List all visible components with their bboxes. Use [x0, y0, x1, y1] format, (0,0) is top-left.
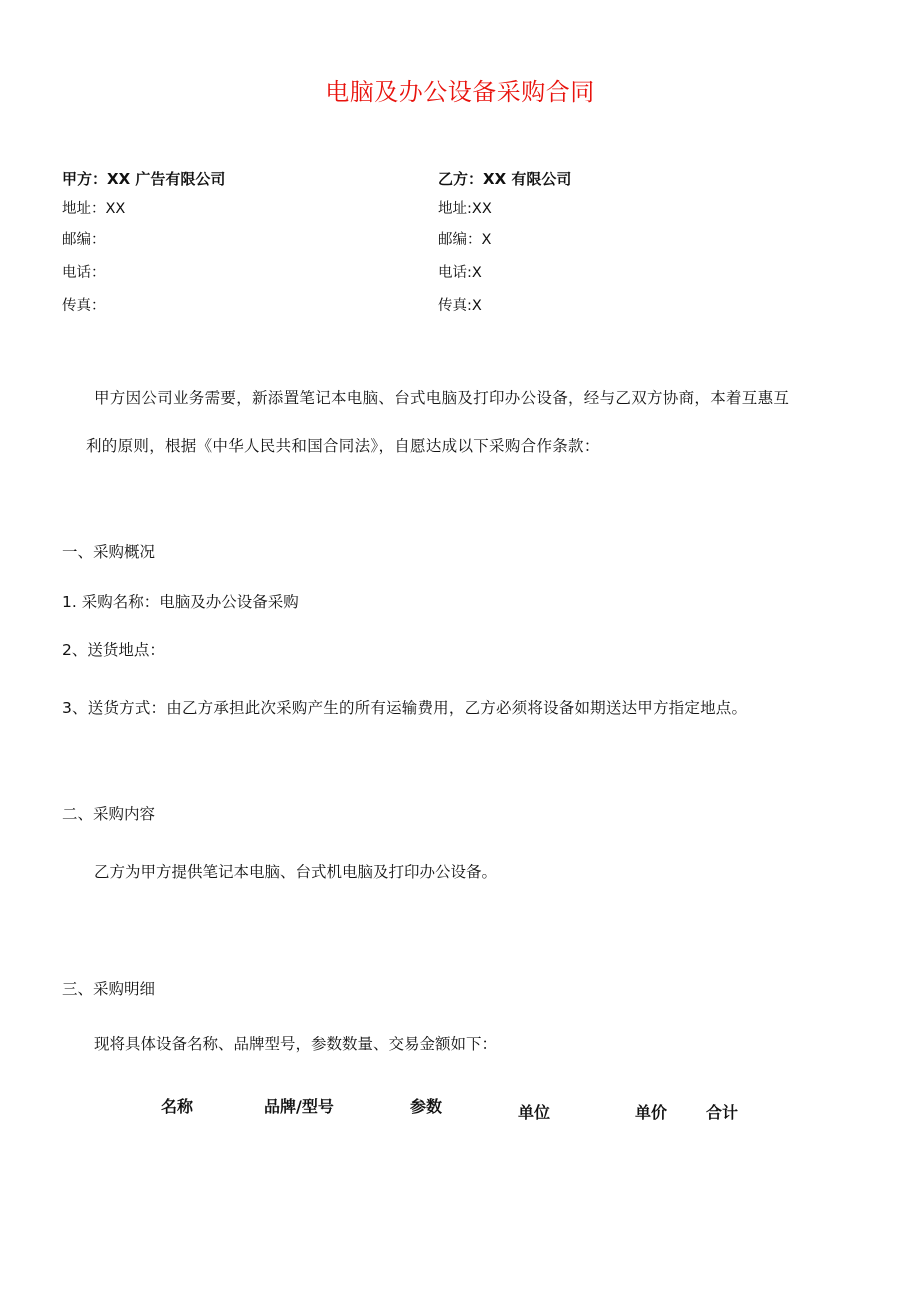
column-header-unit: 单位 — [518, 1103, 551, 1122]
section-1-heading: 一、采购概况 — [62, 543, 156, 561]
column-header-name: 名称 — [161, 1097, 194, 1116]
party-a-fax: 传真： — [62, 298, 106, 314]
column-header-total: 合计 — [706, 1103, 739, 1122]
column-header-params: 参数 — [410, 1097, 443, 1116]
preamble-line-1: 甲方因公司业务需要，新添置笔记本电脑、台式电脑及打印办公设备，经与乙双方协商，本着互惠互 — [94, 389, 790, 407]
party-b-phone: 电话:X — [438, 265, 482, 281]
party-a-postcode: 邮编： — [62, 232, 106, 248]
party-b-heading: 乙方：XX 有限公司 — [438, 170, 572, 188]
party-b-fax: 传真:X — [438, 298, 482, 314]
section-2-text: 乙方为甲方提供笔记本电脑、台式机电脑及打印办公设备。 — [94, 863, 498, 881]
party-b-address: 地址:XX — [438, 201, 492, 217]
section-3-intro: 现将具体设备名称、品牌型号，参数数量、交易金额如下： — [94, 1035, 498, 1053]
party-a-phone: 电话： — [62, 265, 106, 281]
party-a-address: 地址：XX — [62, 201, 126, 217]
section-1-item-3: 3、送货方式：由乙方承担此次采购产生的所有运输费用，乙方必须将设备如期送达甲方指定地点。 — [62, 699, 748, 717]
document-title: 电脑及办公设备采购合同 — [325, 78, 595, 106]
party-b-postcode: 邮编：X — [438, 232, 492, 248]
section-3-heading: 三、采购明细 — [62, 980, 156, 998]
section-2-heading: 二、采购内容 — [62, 805, 156, 823]
column-header-unit-price: 单价 — [635, 1103, 668, 1122]
section-1-item-2: 2、送货地点： — [62, 641, 165, 659]
column-header-brand-model: 品牌/型号 — [264, 1097, 334, 1116]
party-a-heading: 甲方：XX 广告有限公司 — [62, 170, 226, 188]
section-1-item-1: 1. 采购名称：电脑及办公设备采购 — [62, 593, 299, 611]
preamble-line-2: 利的原则，根据《中华人民共和国合同法》，自愿达成以下采购合作条款： — [86, 437, 600, 455]
